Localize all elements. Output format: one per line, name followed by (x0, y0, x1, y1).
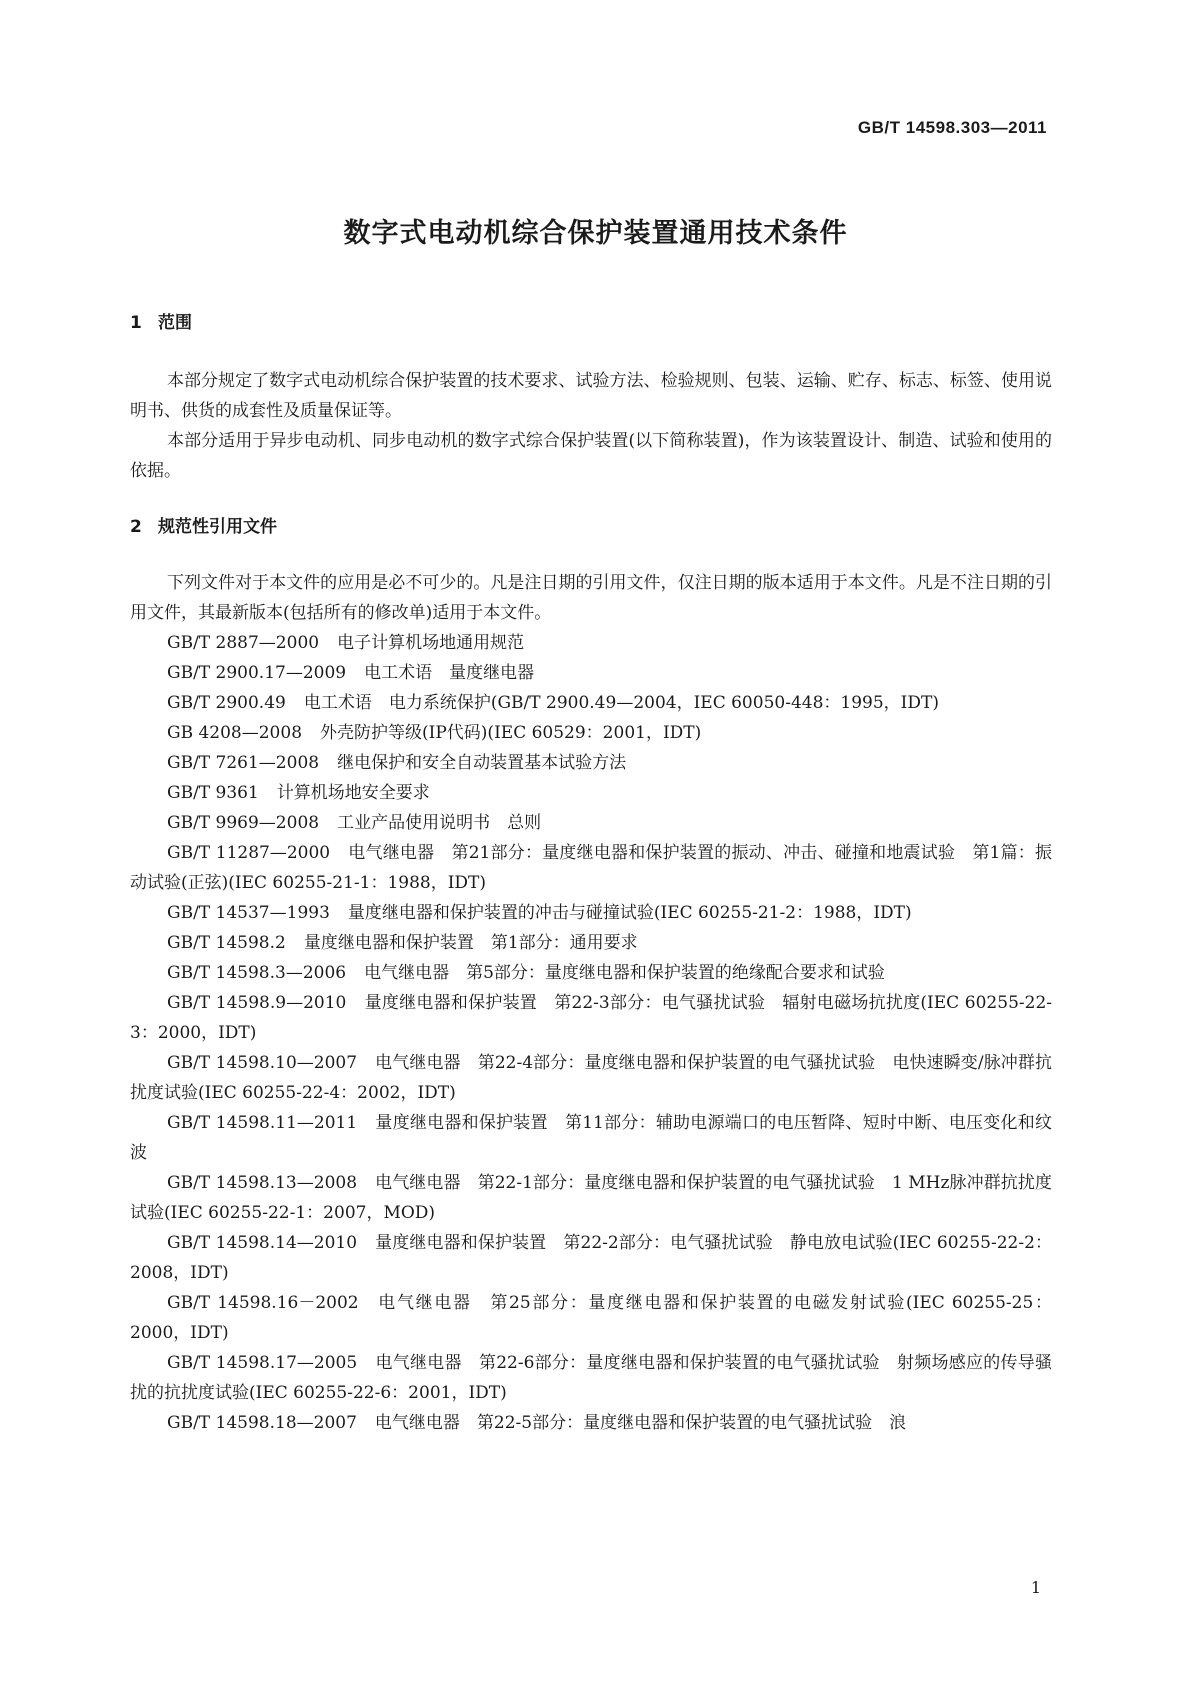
reference-title: 电气继电器 第21部分：量度继电器和保护装置的振动、冲击、碰撞和地震试验 第1篇：振动试验(正弦)(IEC 60255-21-1：1988，IDT) (130, 843, 1052, 893)
reference-code: GB/T 14598.13—2008 (167, 1173, 358, 1193)
section-2-number: 2 (130, 517, 142, 537)
section-2-intro: 下列文件对于本文件的应用是必不可少的。凡是注日期的引用文件，仅注日期的版本适用于本文件。凡是不注日期的引用文件，其最新版本(包括所有的修改单)适用于本文件。 (130, 573, 1052, 623)
reference-code: GB/T 14598.17—2005 (167, 1353, 358, 1373)
reference-title: 计算机场地安全要求 (276, 783, 430, 803)
reference-item (130, 748, 1052, 778)
reference-title: 量度继电器和保护装置 第22-3部分：电气骚扰试验 辐射电磁场抗扰度(IEC 60255-22-3：2000，IDT) (130, 993, 1053, 1043)
reference-title: 电气继电器 第5部分：量度继电器和保护装置的绝缘配合要求和试验 (364, 963, 885, 983)
reference-code: GB/T 14598.9—2010 (167, 993, 347, 1013)
reference-code: GB/T 14598.2 (167, 933, 286, 953)
reference-item (130, 628, 1052, 658)
reference-code: GB/T 14537—1993 (167, 903, 330, 923)
reference-title: 量度继电器和保护装置 第22-2部分：电气骚扰试验 静电放电试验(IEC 60255-22-2：2008，IDT) (130, 1233, 1053, 1283)
reference-code: GB/T 2887—2000 (167, 633, 320, 653)
reference-code: GB 4208—2008 (167, 723, 303, 743)
document-title: 数字式电动机综合保护装置通用技术条件 (343, 218, 848, 249)
reference-item (130, 928, 1052, 958)
reference-title: 电气继电器 第22-5部分：量度继电器和保护装置的电气骚扰试验 浪 (374, 1413, 907, 1433)
reference-code: GB/T 7261—2008 (167, 753, 320, 773)
reference-title: 电气继电器 第22-4部分：量度继电器和保护装置的电气骚扰试验 电快速瞬变/脉冲群抗扰度试验(IEC 60255-22-4：2002，IDT) (130, 1053, 1053, 1103)
reference-title: 量度继电器和保护装置的冲击与碰撞试验(IEC 60255-21-2：1988，IDT) (347, 903, 912, 923)
reference-title: 继电保护和安全自动装置基本试验方法 (337, 753, 627, 773)
reference-title: 量度继电器和保护装置 第1部分：通用要求 (303, 933, 638, 953)
reference-item (130, 958, 1052, 988)
reference-code: GB/T 9969—2008 (167, 813, 320, 833)
section-1-heading (130, 312, 192, 334)
reference-item (130, 1288, 1052, 1348)
reference-item (130, 778, 1052, 808)
reference-code: GB/T 14598.18—2007 (167, 1413, 357, 1433)
reference-item (130, 838, 1052, 898)
section-1-number: 1 (130, 313, 142, 333)
reference-title: 电工术语 电力系统保护(GB/T 2900.49—2004，IEC 60050-448：1995，IDT) (303, 693, 939, 713)
reference-item (130, 658, 1052, 688)
reference-item (130, 1048, 1052, 1108)
section-1-paragraph-2: 本部分适用于异步电动机、同步电动机的数字式综合保护装置(以下简称装置)，作为该装置设计、制造、试验和使用的依据。 (130, 431, 1052, 481)
reference-item (130, 898, 1052, 928)
reference-item (130, 808, 1052, 838)
reference-item (130, 988, 1052, 1048)
reference-title: 电工术语 量度继电器 (364, 663, 535, 683)
standard-number: GB/T 14598.303—2011 (857, 118, 1047, 137)
reference-title: 外壳防护等级(IP代码)(IEC 60529：2001，IDT) (320, 723, 702, 743)
reference-code: GB/T 14598.14—2010 (167, 1233, 358, 1253)
reference-code: GB/T 14598.3—2006 (167, 963, 347, 983)
reference-item (130, 1348, 1052, 1408)
reference-title: 电子计算机场地通用规范 (337, 633, 525, 653)
reference-item (130, 1168, 1052, 1228)
reference-code: GB/T 2900.17—2009 (167, 663, 347, 683)
reference-item (130, 688, 1052, 718)
reference-title: 量度继电器和保护装置 第11部分：辅助电源端口的电压暂降、短时中断、电压变化和纹波 (130, 1113, 1053, 1163)
section-1-paragraph-1: 本部分规定了数字式电动机综合保护装置的技术要求、试验方法、检验规则、包装、运输、贮存、标志、标签、使用说明书、供货的成套性及质量保证等。 (130, 371, 1052, 421)
reference-code: GB/T 9361 (167, 783, 259, 803)
section-2-title: 规范性引用文件 (158, 517, 277, 537)
reference-title: 电气继电器 第22-1部分：量度继电器和保护装置的电气骚扰试验 1 MHz脉冲群抗扰度试验(IEC 60255-22-1：2007，MOD) (130, 1173, 1052, 1223)
section-1-title: 范围 (158, 313, 192, 333)
section-2-heading (130, 516, 277, 538)
reference-code: GB/T 14598.11—2011 (167, 1113, 358, 1133)
reference-item (130, 1228, 1052, 1288)
reference-code: GB/T 11287—2000 (167, 843, 331, 863)
reference-title: 工业产品使用说明书 总则 (337, 813, 542, 833)
reference-item (130, 1408, 1052, 1438)
reference-item (130, 718, 1052, 748)
reference-title: 电气继电器 第22-6部分：量度继电器和保护装置的电气骚扰试验 射频场感应的传导骚扰的抗扰度试验(IEC 60255-22-6：2001，IDT) (130, 1353, 1052, 1403)
reference-item (130, 1108, 1052, 1168)
reference-code: GB/T 14598.10—2007 (167, 1053, 358, 1073)
reference-title: 电气继电器 第25部分：量度继电器和保护装置的电磁发射试验(IEC 60255-25：2000，IDT) (130, 1293, 1052, 1343)
page-number: 1 (1030, 1578, 1041, 1597)
reference-code: GB/T 2900.49 (167, 693, 286, 713)
reference-code: GB/T 14598.16－2002 (167, 1293, 359, 1313)
